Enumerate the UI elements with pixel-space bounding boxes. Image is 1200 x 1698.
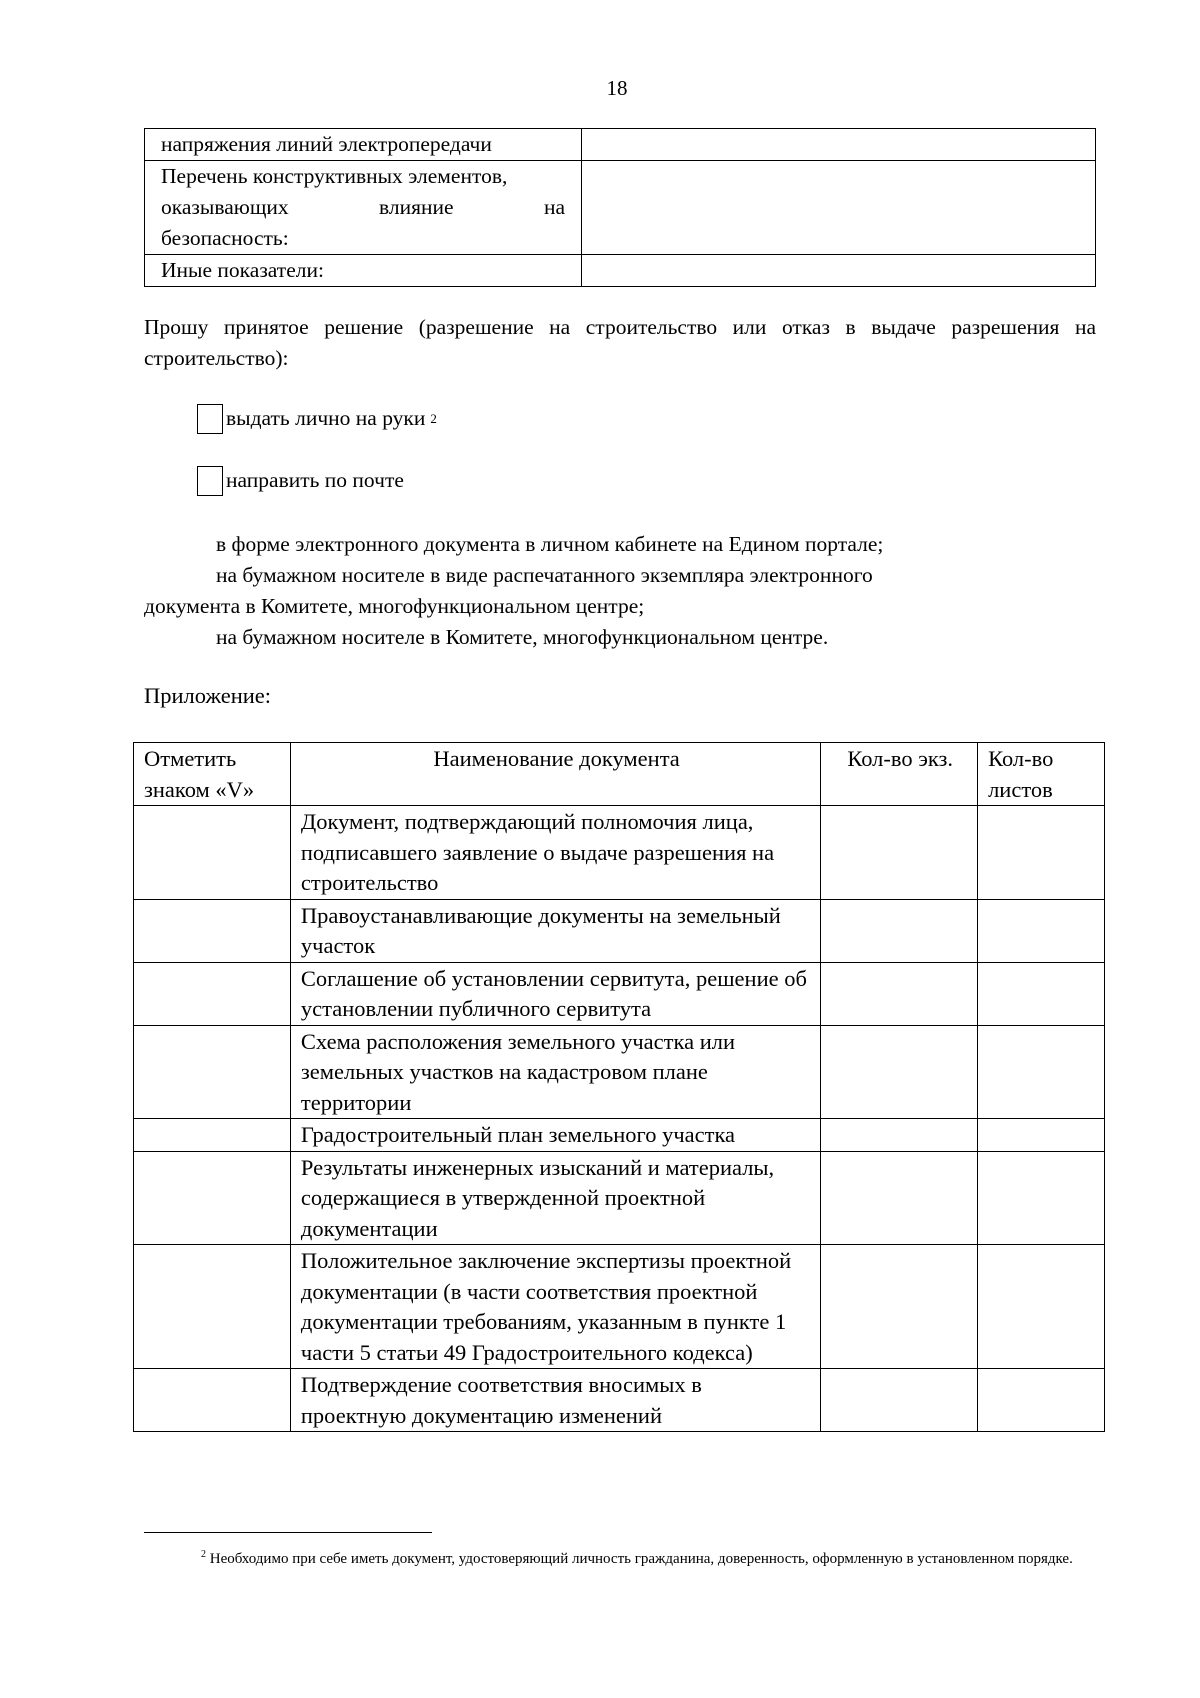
attachment-sheets-cell[interactable]	[978, 1369, 1105, 1432]
word: влияние	[379, 195, 454, 219]
attachment-mark-cell[interactable]	[134, 962, 291, 1025]
attachment-mark-cell[interactable]	[134, 1025, 291, 1119]
word: на	[543, 195, 565, 219]
form-option-paper-printed: на бумажном носителе в виде распечатанного экземпляра электронного	[216, 563, 873, 587]
param-label	[145, 161, 582, 255]
attachment-sheets-cell[interactable]	[978, 899, 1105, 962]
attachment-copies-cell[interactable]	[821, 1119, 978, 1152]
attachment-document-name: Градостроительный план земельного участка	[290, 1119, 820, 1152]
table-row	[134, 1245, 1105, 1369]
attachment-sheets-cell[interactable]	[978, 1245, 1105, 1369]
delivery-option-in-person[interactable]	[197, 403, 437, 434]
param-label-line: безопасность:	[161, 226, 289, 250]
attachment-copies-cell[interactable]	[821, 1151, 978, 1245]
attachments-table	[133, 742, 1105, 1432]
attachment-copies-cell[interactable]	[821, 806, 978, 900]
form-option-paper-printed-cont: документа в Комитете, многофункциональном центре;	[144, 594, 645, 618]
attachment-mark-cell[interactable]	[134, 1369, 291, 1432]
request-paragraph: Прошу принятое решение (разрешение на строительство или отказ в выдаче разрешения на строительство):	[144, 315, 1096, 370]
param-label-line: Перечень конструктивных элементов,	[161, 164, 508, 188]
attachment-mark-cell[interactable]	[134, 899, 291, 962]
page-number: 18	[606, 76, 628, 100]
table-row	[145, 129, 1096, 161]
attachment-mark-cell[interactable]	[134, 1119, 291, 1152]
attachment-sheets-cell[interactable]	[978, 806, 1105, 900]
footnote-separator	[144, 1532, 432, 1533]
table-row	[145, 255, 1096, 287]
table-row	[134, 962, 1105, 1025]
attachment-document-name: Подтверждение соответствия вносимых в проектную документацию изменений	[290, 1369, 820, 1432]
word: оказывающих	[161, 195, 289, 219]
attachment-document-name: Правоустанавливающие документы на земельный участок	[290, 899, 820, 962]
attachment-copies-cell[interactable]	[821, 1369, 978, 1432]
param-value[interactable]	[582, 129, 1096, 161]
param-value[interactable]	[582, 161, 1096, 255]
attachment-mark-cell[interactable]	[134, 1245, 291, 1369]
table-row	[134, 806, 1105, 900]
attachment-copies-cell[interactable]	[821, 1025, 978, 1119]
attachment-document-name: Схема расположения земельного участка или земельных участков на кадастровом плане территории	[290, 1025, 820, 1119]
attachment-sheets-cell[interactable]	[978, 1151, 1105, 1245]
attachment-mark-cell[interactable]	[134, 806, 291, 900]
attachment-sheets-cell[interactable]	[978, 1025, 1105, 1119]
attachment-mark-cell[interactable]	[134, 1151, 291, 1245]
table-row	[134, 1025, 1105, 1119]
attachment-sheets-cell[interactable]	[978, 962, 1105, 1025]
footnote	[144, 1544, 1096, 1570]
param-label: Иные показатели:	[145, 255, 582, 287]
table-row	[134, 899, 1105, 962]
table-row	[134, 1151, 1105, 1245]
header-mark: Отметить знаком «V»	[134, 743, 291, 806]
param-label: напряжения линий электропередачи	[145, 129, 582, 161]
attachment-copies-cell[interactable]	[821, 1245, 978, 1369]
attachment-document-name: Результаты инженерных изысканий и материалы, содержащиеся в утвержденной проектной документации	[290, 1151, 820, 1245]
form-option-paper: на бумажном носителе в Комитете, многофункциональном центре.	[216, 625, 829, 649]
header-sheets: Кол-во листов	[978, 743, 1105, 806]
attachment-document-name: Соглашение об установлении сервитута, решение об установлении публичного сервитута	[290, 962, 820, 1025]
table-row	[134, 1119, 1105, 1152]
checkbox[interactable]	[197, 404, 223, 434]
attachment-document-name: Документ, подтверждающий полномочия лица, подписавшего заявление о выдаче разрешения на строительство	[290, 806, 820, 900]
delivery-option-by-mail[interactable]	[197, 465, 404, 496]
option-label: выдать лично на руки	[226, 406, 426, 430]
param-label-line	[161, 192, 565, 223]
footnote-mark: 2	[430, 411, 437, 426]
table-row	[134, 1369, 1105, 1432]
footnote-text: Необходимо при себе иметь документ, удостоверяющий личность гражданина, доверенность, оформленную в установленном порядке.	[209, 1551, 1073, 1567]
form-option-electronic: в форме электронного документа в личном кабинете на Едином портале;	[216, 532, 884, 556]
table-row	[145, 161, 1096, 255]
checkbox[interactable]	[197, 466, 223, 496]
footnote-mark: 2	[201, 1549, 206, 1560]
option-label: направить по почте	[226, 468, 404, 492]
attachment-copies-cell[interactable]	[821, 899, 978, 962]
attachment-document-name: Положительное заключение экспертизы проектной документации (в части соответствия проектной документации требованиям, указанным в пункте 1 части 5 статьи 49 Градостроительного кодекса)	[290, 1245, 820, 1369]
header-document-name: Наименование документа	[290, 743, 820, 806]
param-value[interactable]	[582, 255, 1096, 287]
appendix-title: Приложение:	[144, 683, 272, 708]
building-parameters-table	[144, 128, 1096, 287]
table-header-row	[134, 743, 1105, 806]
delivery-form-options	[144, 529, 1096, 653]
attachments-body	[134, 806, 1105, 1432]
attachment-copies-cell[interactable]	[821, 962, 978, 1025]
attachment-sheets-cell[interactable]	[978, 1119, 1105, 1152]
header-copies: Кол-во экз.	[821, 743, 978, 806]
